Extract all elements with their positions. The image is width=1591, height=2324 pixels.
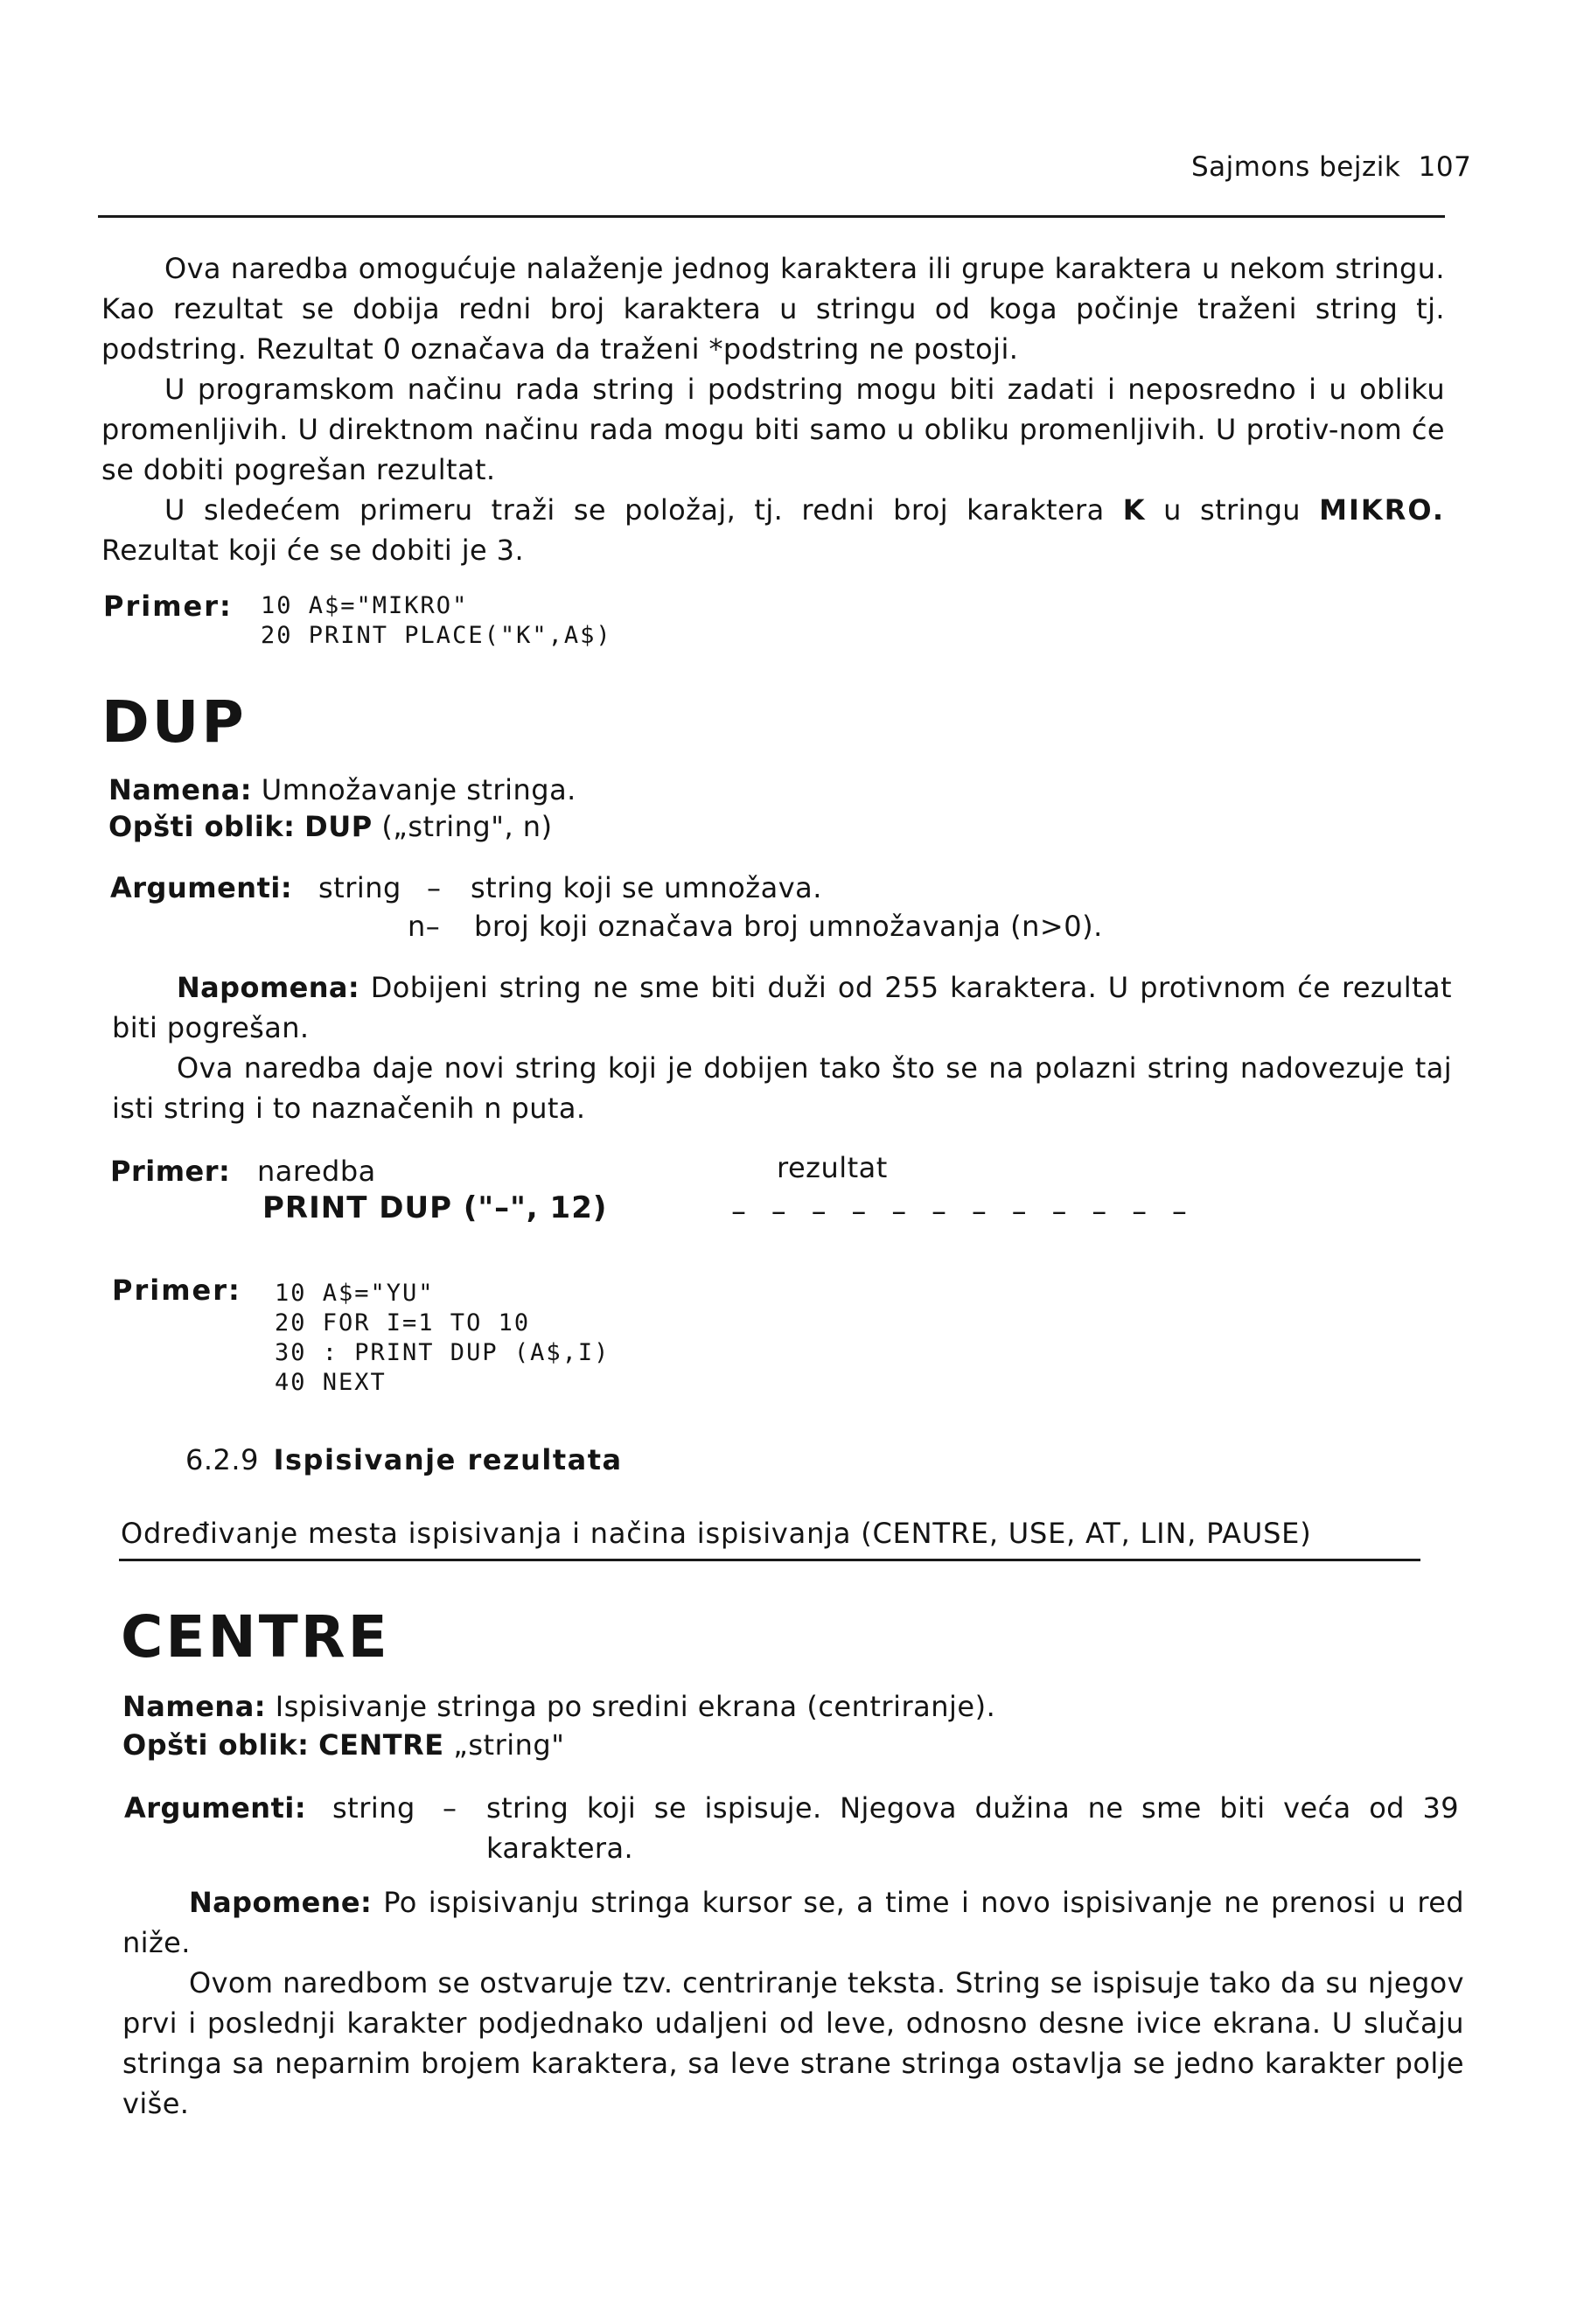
centre-arg1-name: string: [332, 1791, 415, 1825]
code-line: 40 NEXT: [275, 1369, 387, 1396]
running-header: [1191, 147, 1471, 187]
dup-arg1-name: string: [318, 871, 401, 904]
dup-opsti-oblik: Opšti oblik: DUP („string", n): [108, 810, 553, 843]
centre-note-paragraph-2: Ovom naredbom se ostvaruje tzv. centriranje teksta. String se ispisuje tako da su njegov prvi i poslednji karakter podjednako udaljeni od leve, odnosno desne ivice ekrana. U slučaju stringa sa neparnim brojem karaktera, sa leve strane stringa ostavlja se jedno karakter polje više.: [122, 1966, 1464, 2120]
running-title: Sajmons bejzik: [1191, 151, 1401, 183]
place-example-code: [261, 591, 612, 651]
intro-paragraph-1: Ova naredba omogućuje nalaženje jednog karaktera ili grupe karaktera u nekom stringu. Kao rezultat se dobija redni broj karaktera u stringu od koga počinje traženi string tj. podstring. Rezultat 0 označava da traženi *podstring ne postoji.: [101, 252, 1445, 366]
dup-arg2-desc: broj koji označava broj umnožavanja (n>0).: [474, 910, 1103, 943]
dup-arg1-dash: –: [427, 871, 442, 904]
intro-text: [101, 248, 1445, 570]
dup-arg1-desc: string koji se umnožava.: [471, 871, 822, 904]
dup-example1-command: PRINT DUP ("–", 12): [262, 1190, 608, 1225]
centre-note: [122, 1882, 1464, 2124]
highlight-mikro: MIKRO.: [1319, 493, 1445, 527]
centre-opsti-oblik: Opšti oblik: CENTRE „string": [122, 1728, 565, 1762]
code-line: 20 FOR I=1 TO 10: [275, 1309, 531, 1336]
dup-arg2-name: n–: [408, 910, 441, 943]
centre-arg1-dash: –: [443, 1791, 457, 1825]
centre-heading: CENTRE: [121, 1603, 390, 1671]
centre-note-paragraph-1: Napomene: Po ispisivanju stringa kursor se, a time i novo ispisivanje ne prenosi u red niže.: [122, 1886, 1464, 1959]
header-rule: [98, 215, 1445, 218]
intro-paragraph-3: U sledećem primeru traži se položaj, tj. redni broj karaktera K u stringu MIKRO. Rezultat koji će se dobiti je 3.: [101, 493, 1445, 567]
centre-arg-label: Argumenti:: [124, 1791, 307, 1825]
dup-example2-label: Primer:: [112, 1274, 241, 1307]
code-line: 10 A$="MIKRO": [261, 592, 469, 619]
dup-example1-label: Primer:: [110, 1155, 231, 1188]
dup-heading: DUP: [101, 688, 247, 756]
intro-paragraph-2: U programskom načinu rada string i podstring mogu biti zadati i neposredno i u obliku promenljivih. U direktnom načinu rada mogu biti samo u obliku promenljivih. U protiv-nom će se dobiti pogrešan rezultat.: [101, 373, 1445, 486]
dup-example1-col-rezultat: rezultat: [777, 1151, 888, 1184]
code-line: 10 A$="YU": [275, 1280, 435, 1307]
highlight-k: K: [1122, 493, 1145, 527]
section-title: Ispisivanje rezultata: [273, 1443, 623, 1476]
section-number: 6.2.9: [185, 1443, 259, 1476]
section-heading: [185, 1440, 623, 1480]
dup-example1-col-naredba: naredba: [257, 1155, 376, 1188]
page-number: 107: [1418, 151, 1472, 183]
dup-example1-result: – – – – – – – – – – – –: [731, 1194, 1195, 1229]
place-example-label: Primer:: [103, 590, 233, 623]
dup-arg-label: Argumenti:: [110, 871, 293, 904]
dup-example2-code: [275, 1279, 610, 1398]
centre-namena: Namena: Ispisivanje stringa po sredini ekrana (centriranje).: [122, 1690, 996, 1723]
dup-namena: Namena: Umnožavanje stringa.: [108, 773, 576, 806]
centre-arg1-desc: string koji se ispisuje. Njegova dužina ne sme biti veća od 39 karaktera.: [486, 1791, 1459, 1865]
dup-note: [112, 967, 1452, 1128]
dup-note-paragraph-2: Ova naredba daje novi string koji je dobijen tako što se na polazni string nadovezuje taj isti string i to naznačenih n puta.: [112, 1051, 1452, 1125]
section-subtitle: Određivanje mesta ispisivanja i načina ispisivanja (CENTRE, USE, AT, LIN, PAUSE): [121, 1517, 1312, 1550]
code-line: 20 PRINT PLACE("K",A$): [261, 622, 612, 649]
dup-note-paragraph-1: Napomena: Dobijeni string ne sme biti duži od 255 karaktera. U protivnom će rezultat biti pogrešan.: [112, 971, 1452, 1044]
code-line: 30 : PRINT DUP (A$,I): [275, 1339, 611, 1366]
section-rule: [119, 1559, 1420, 1561]
